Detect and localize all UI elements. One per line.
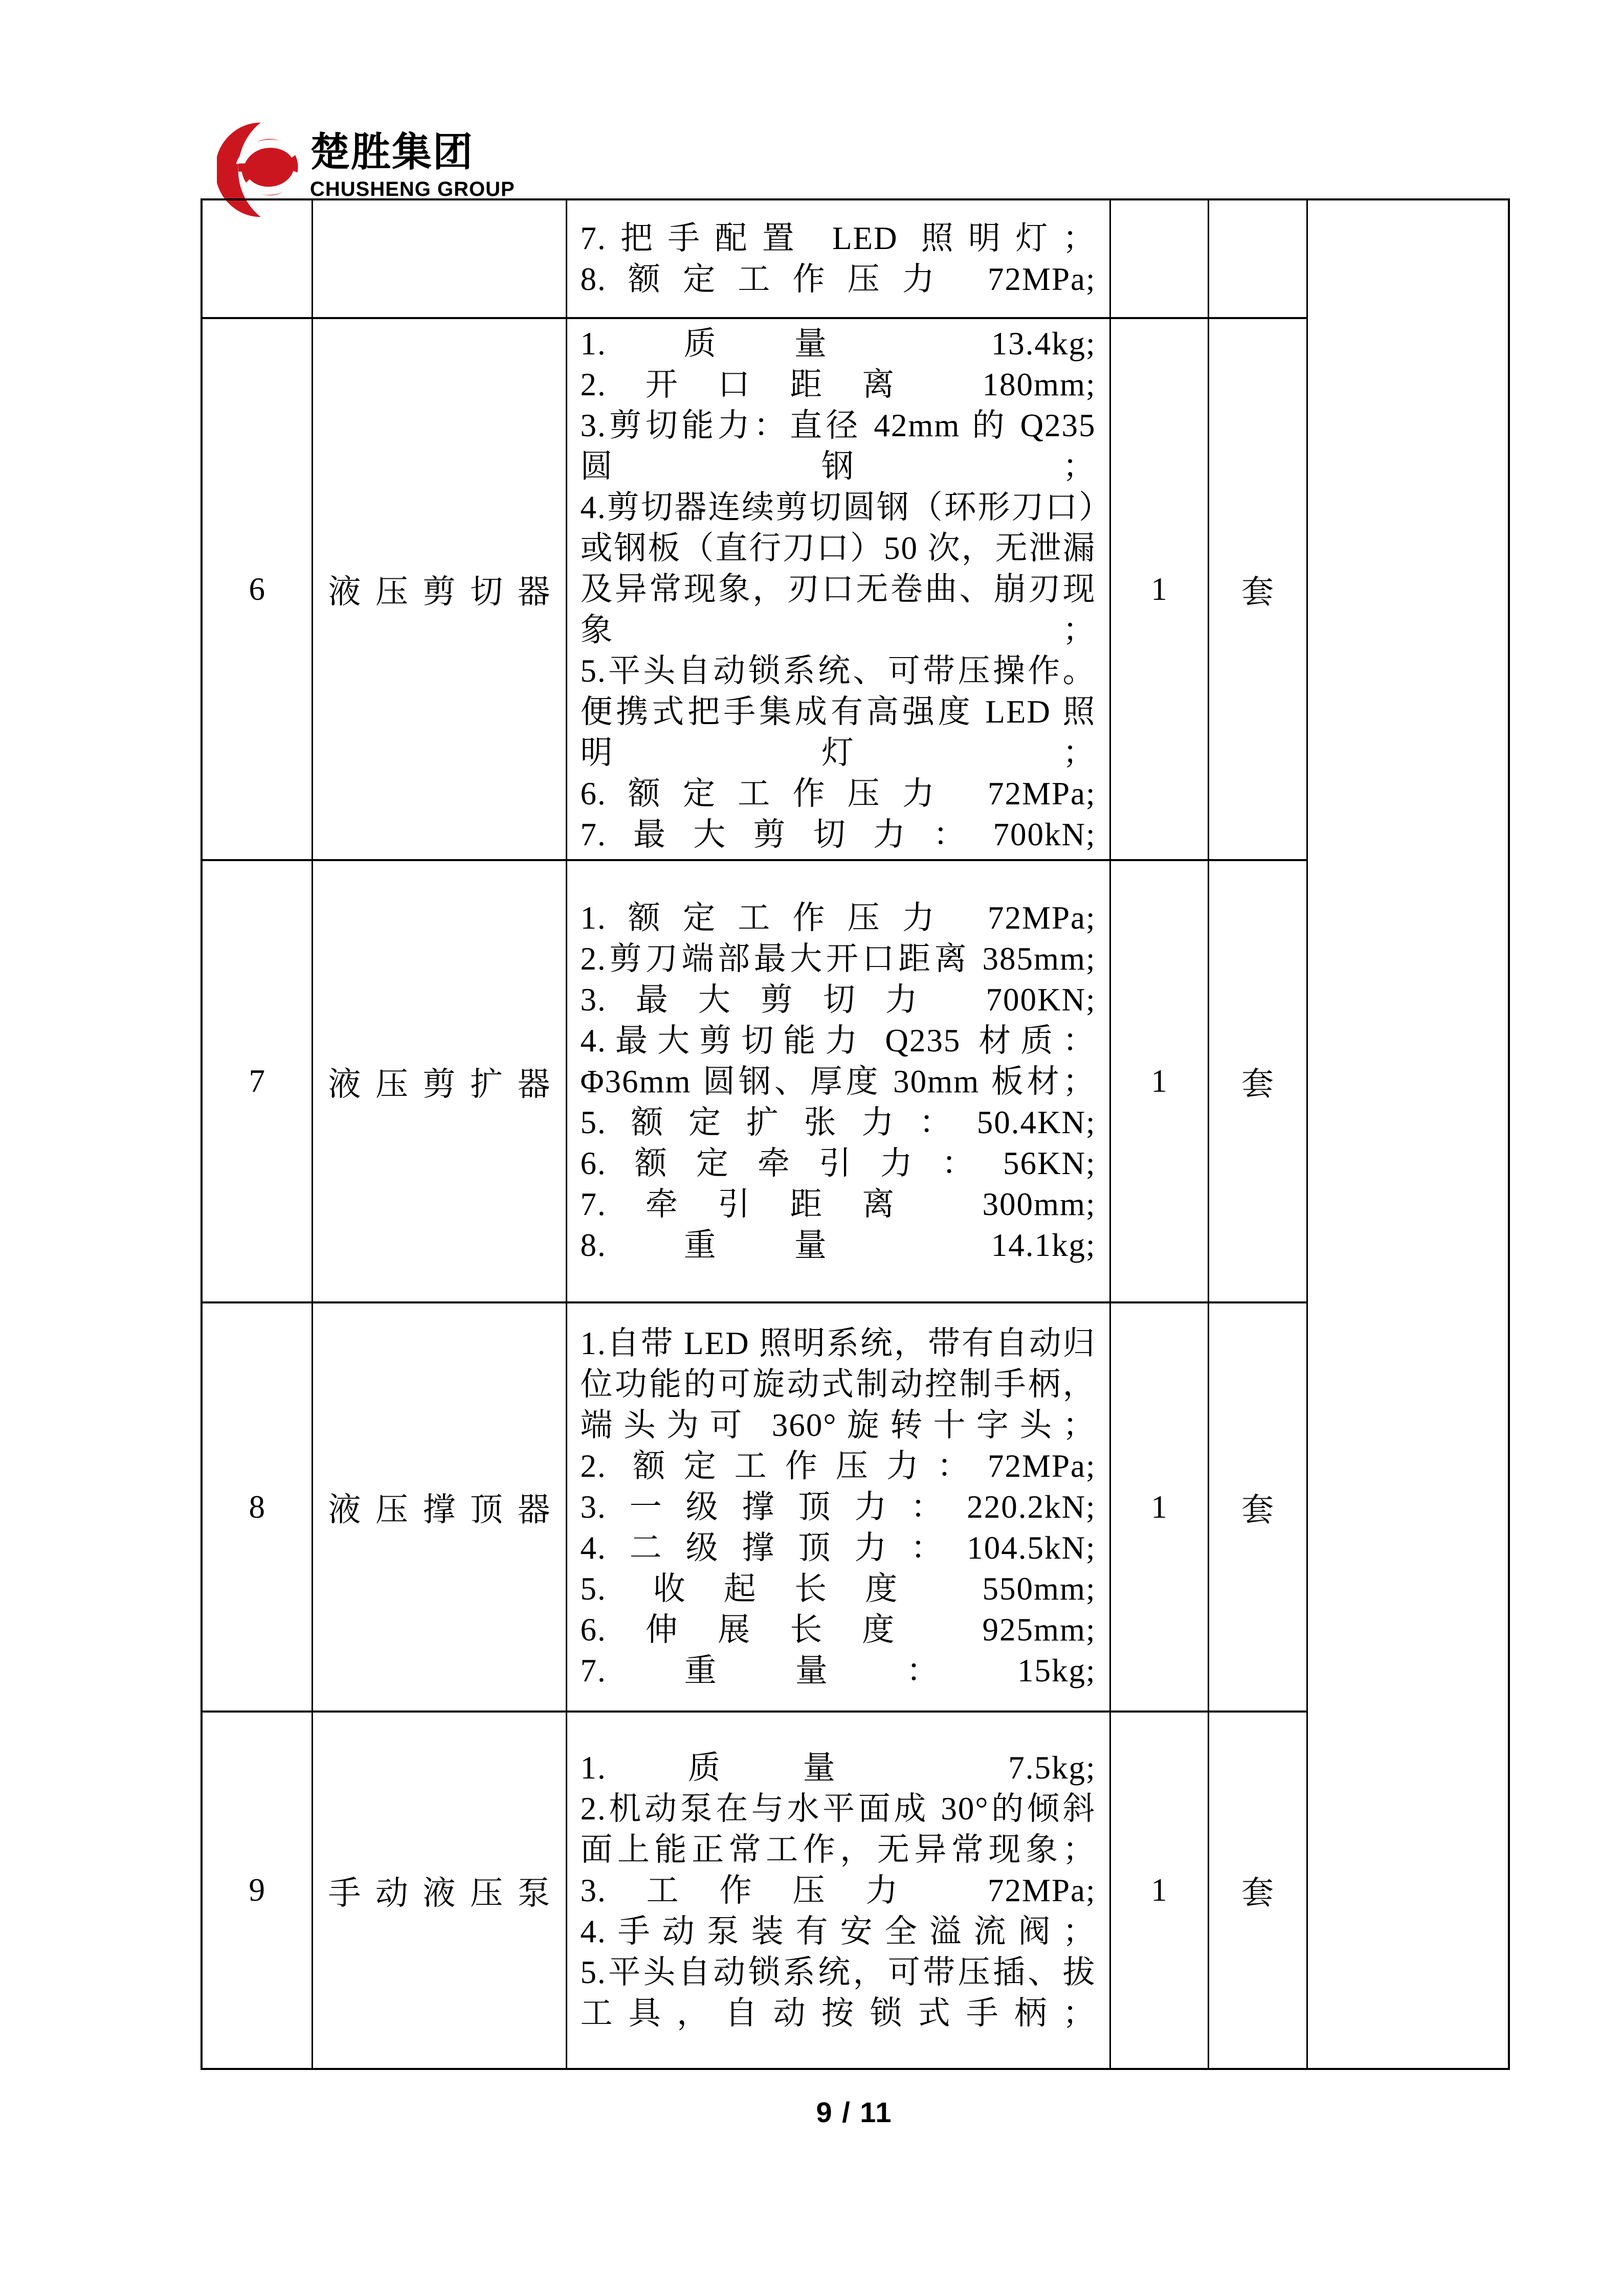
spec-item: 7.重量：15kg; — [580, 1653, 1096, 1689]
spec-item: 7.最大剪切力：700kN; — [580, 817, 1096, 852]
equipment-table-body — [202, 199, 1509, 2069]
quantity-cell: 1 — [1110, 318, 1208, 860]
item-name: 液压剪扩器 — [328, 1066, 550, 1102]
specs-cell — [566, 860, 1110, 1302]
spec-item: 4.手动泵装有安全溢流阀； — [580, 1913, 1096, 1949]
unit-cell: 套 — [1208, 318, 1307, 860]
spec-item: 8.额定工作压力 72MPa; — [580, 261, 1096, 297]
quantity-cell — [1110, 199, 1208, 318]
spec-item: 4.二级撑顶力：104.5kN; — [580, 1530, 1096, 1566]
spec-item: 1.自带 LED 照明系统，带有自动归位功能的可旋动式制动控制手柄，端头为可 360°旋转十字头； — [580, 1325, 1096, 1443]
spec-item: 1.额定工作压力 72MPa; — [580, 899, 1096, 936]
specs-cell — [566, 318, 1110, 860]
spec-item: 6.额定工作压力 72MPa; — [580, 776, 1096, 812]
unit-cell: 套 — [1208, 1712, 1307, 2069]
spec-item: 1.质量 7.5kg; — [580, 1749, 1096, 1786]
page-footer — [201, 2096, 1508, 2129]
row-number-cell: 7 — [202, 860, 312, 1302]
company-name-en: CHUSHENG GROUP — [310, 178, 515, 200]
company-name-cn: 楚胜集团 — [310, 129, 474, 174]
specs-cell — [566, 1712, 1110, 2069]
unit-cell: 套 — [1208, 1302, 1307, 1712]
remark-cell — [1307, 199, 1509, 2069]
unit-cell: 套 — [1208, 860, 1307, 1302]
spec-item: 7.把手配置 LED 照明灯； — [580, 220, 1096, 256]
specs-cell — [566, 199, 1110, 318]
spec-item: 4.最大剪切能力 Q235 材质：Φ36mm 圆钢、厚度 30mm 板材； — [580, 1022, 1096, 1099]
quantity-cell: 1 — [1110, 1712, 1208, 2069]
company-logo-text — [310, 119, 515, 199]
spec-item: 5.额定扩张力：50.4KN; — [580, 1104, 1096, 1140]
page-indicator: 9 / 11 — [816, 2096, 893, 2128]
spec-item: 6.伸展长度 925mm; — [580, 1612, 1096, 1648]
row-number-cell: 9 — [202, 1712, 312, 2069]
spec-item: 3.工作压力 72MPa; — [580, 1872, 1096, 1908]
spec-item: 5.平头自动锁系统、可带压操作。便携式把手集成有高强度 LED 照明灯； — [580, 653, 1096, 771]
spec-item: 8.重量 14.1kg; — [580, 1227, 1096, 1263]
unit-cell — [1208, 199, 1307, 318]
spec-item: 1.质量 13.4kg; — [580, 326, 1096, 362]
item-name-cell — [312, 860, 566, 1302]
item-name-cell — [312, 318, 566, 860]
spec-item: 4.剪切器连续剪切圆钢（环形刀口）或钢板（直行刀口）50 次，无泄漏及异常现象，刃口无卷曲、崩刃现象； — [580, 489, 1096, 648]
spec-item: 3.一级撑顶力：220.2kN; — [580, 1489, 1096, 1525]
equipment-spec-table — [201, 198, 1510, 2070]
spec-item: 3.最大剪切力 700KN; — [580, 981, 1096, 1018]
spec-item: 2.剪刀端部最大开口距离 385mm; — [580, 940, 1096, 977]
table-row — [202, 199, 1509, 318]
item-name: 手动液压泵 — [328, 1875, 550, 1911]
row-number-cell — [202, 199, 312, 318]
quantity-cell: 1 — [1110, 860, 1208, 1302]
spec-item: 2.机动泵在与水平面成 30°的倾斜面上能正常工作，无异常现象； — [580, 1790, 1096, 1867]
spec-item: 2. 额定工作压力：72MPa; — [580, 1448, 1096, 1484]
item-name-cell — [312, 1302, 566, 1712]
spec-item: 6.额定牵引力：56KN; — [580, 1145, 1096, 1181]
spec-item: 7.牵引距离 300mm; — [580, 1186, 1096, 1222]
spec-item: 2.开口距离 180mm; — [580, 367, 1096, 402]
row-number-cell: 8 — [202, 1302, 312, 1712]
item-name-cell — [312, 1712, 566, 2069]
quantity-cell: 1 — [1110, 1302, 1208, 1712]
item-name: 液压撑顶器 — [328, 1492, 550, 1528]
spec-item: 5. 收起长度 550mm; — [580, 1571, 1096, 1607]
specs-cell — [566, 1302, 1110, 1712]
item-name: 液压剪切器 — [328, 574, 550, 610]
row-number-cell: 6 — [202, 318, 312, 860]
item-name-cell — [312, 199, 566, 318]
spec-item: 3.剪切能力：直径 42mm 的 Q235 圆钢； — [580, 408, 1096, 484]
spec-item: 5.平头自动锁系统，可带压插、拔工具，自动按锁式手柄； — [580, 1954, 1096, 2031]
